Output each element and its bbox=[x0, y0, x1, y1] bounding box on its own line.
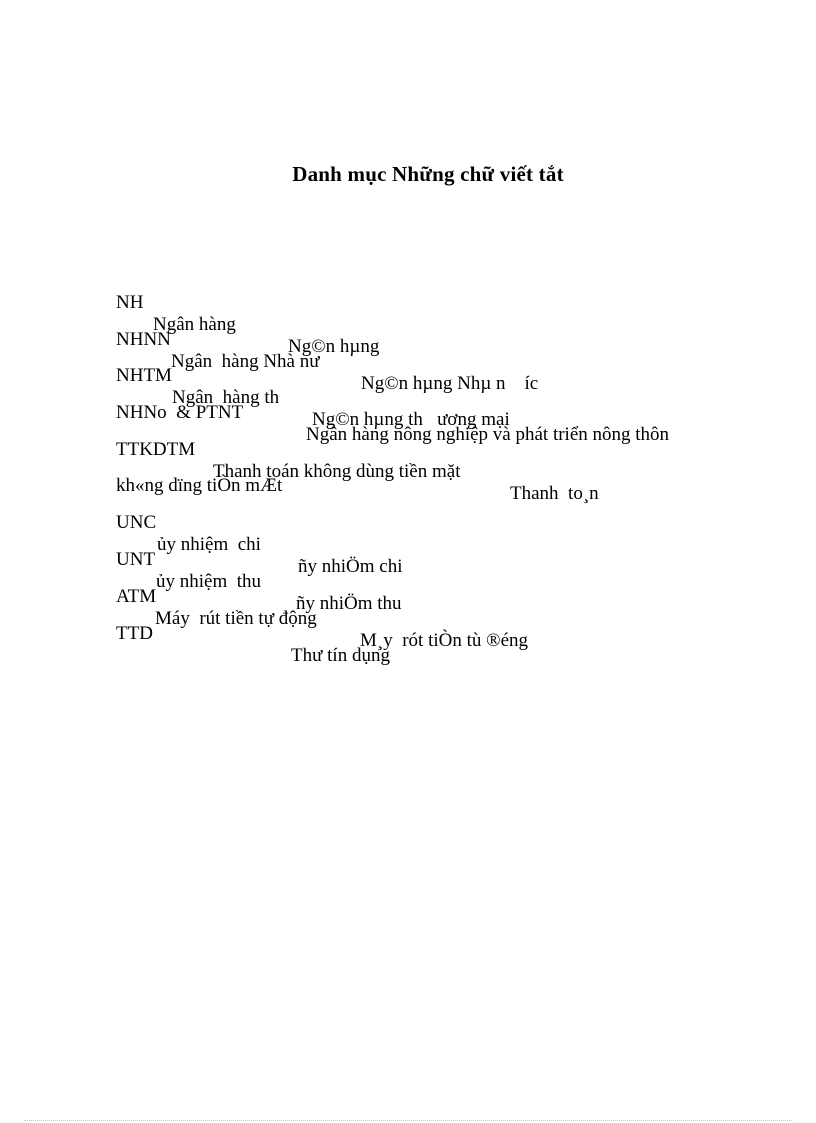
page-bottom-divider bbox=[24, 1120, 792, 1121]
abbreviation-meaning-legacy: Ng©n hµng th ương mại bbox=[312, 409, 510, 430]
abbreviation-meaning: Ngân hàng nông nghiệp và phát triển nông thôn bbox=[306, 424, 670, 445]
abbreviation-meaning: ủy nhiệm chi bbox=[157, 534, 261, 555]
abbreviation-code: TTD bbox=[116, 623, 153, 644]
page-title: Danh mục Những chữ viết tắt bbox=[292, 162, 564, 186]
abbreviation-meaning: ủy nhiệm thu bbox=[156, 571, 262, 592]
abbreviation-code: NHTM bbox=[116, 365, 172, 386]
abbreviation-meaning: Ngân hàng Nhà nư bbox=[171, 351, 320, 372]
abbreviation-meaning: Ngân hàng bbox=[153, 314, 236, 335]
abbreviation-meaning-legacy: ñy nhiÖm thu bbox=[296, 593, 402, 614]
abbreviation-meaning-legacy: kh«ng dïng tiÒn mÆt bbox=[116, 475, 283, 496]
abbreviation-code: NH bbox=[116, 292, 144, 313]
abbreviation-meaning: Thư tín dụng bbox=[291, 645, 390, 666]
abbreviation-meaning-legacy: Ng©n hµng Nhµ n íc bbox=[361, 373, 539, 394]
abbreviation-meaning-legacy: ñy nhiÖm chi bbox=[298, 556, 403, 577]
abbreviation-code: UNT bbox=[116, 549, 156, 570]
abbreviation-code: UNC bbox=[116, 512, 157, 533]
abbreviation-meaning: Máy rút tiền tự động bbox=[155, 608, 317, 629]
abbreviation-meaning-legacy: M¸y rót tiÒn tù ®éng bbox=[360, 630, 529, 651]
abbreviation-meaning: Thanh toán không dùng tiền mặt bbox=[213, 461, 461, 482]
abbreviation-code: TTKDTM bbox=[116, 439, 196, 460]
abbreviation-meaning-legacy: Thanh to¸n bbox=[510, 483, 599, 504]
abbreviation-meaning-legacy: Ng©n hµng bbox=[288, 336, 380, 357]
abbreviation-code: NHNN bbox=[116, 329, 171, 350]
abbreviation-meaning: Ngân hàng th bbox=[172, 387, 280, 408]
abbreviation-code: ATM bbox=[116, 586, 157, 607]
abbreviation-code: NHNo & PTNT bbox=[116, 402, 244, 423]
